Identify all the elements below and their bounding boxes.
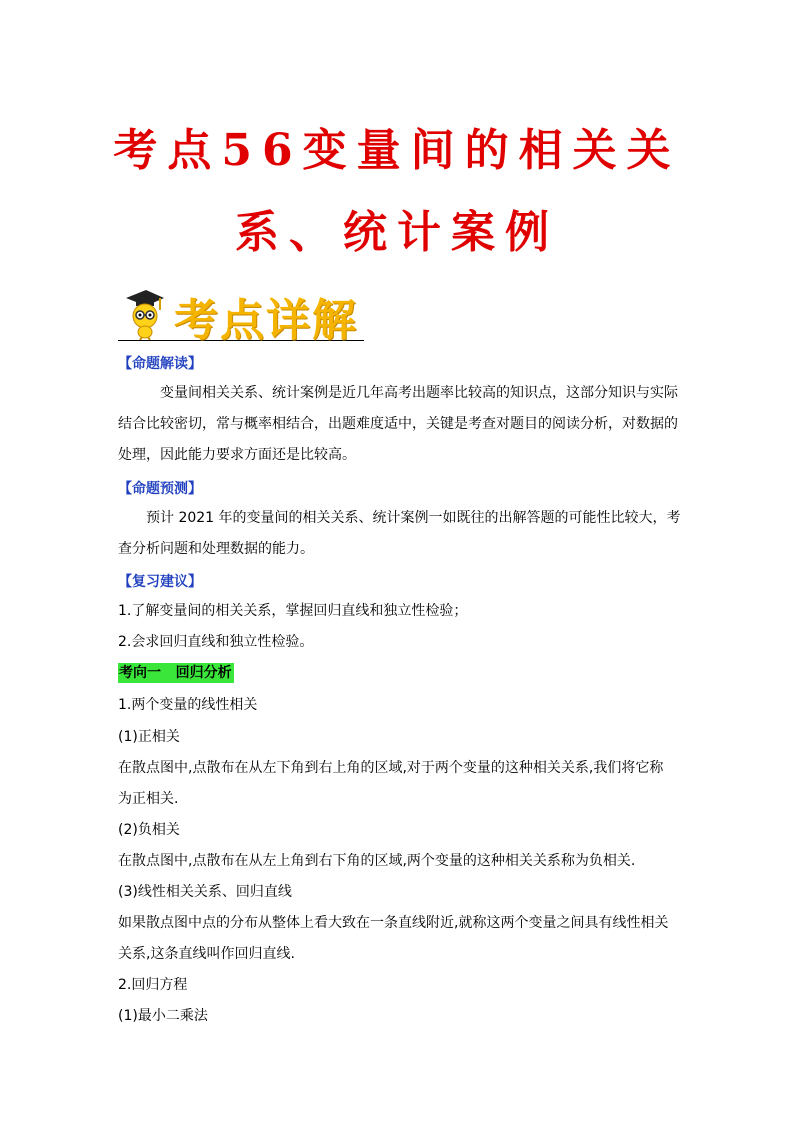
- review-item-1: 1.了解变量间的相关关系，掌握回归直线和独立性检验；: [118, 603, 468, 619]
- reading-line-1: 变量间相关关系、统计案例是近几年高考出题率比较高的知识点，这部分知识与实际: [160, 385, 678, 401]
- page-title-line2: 系、统计案例: [235, 207, 559, 258]
- direction-line-10: 2.回归方程: [118, 977, 188, 993]
- direction-line-3: 在散点图中,点散布在从左下角到右上角的区域,对于两个变量的这种相关关系,我们将它称: [118, 760, 664, 776]
- direction-line-6: 在散点图中,点散布在从左上角到右下角的区域,两个变量的这种相关关系称为负相关.: [118, 853, 636, 869]
- direction-line-1: 1.两个变量的线性相关: [118, 697, 258, 713]
- prediction-line-1: 预计 2021 年的变量间的相关关系、统计案例一如既往的出解答题的可能性比较大，考: [146, 510, 681, 526]
- section-header-text: 考点详解: [174, 295, 358, 346]
- direction-heading: 考向一 回归分析: [119, 665, 232, 681]
- prediction-line-2: 查分析问题和处理数据的能力。: [118, 541, 314, 557]
- direction-line-5: (2)负相关: [118, 822, 180, 838]
- reading-line-2: 结合比较密切，常与概率相结合，出题难度适中，关键是考查对题目的阅读分析，对数据的: [118, 416, 678, 432]
- direction-line-8: 如果散点图中点的分布从整体上看大致在一条直线附近,就称这两个变量之间具有线性相关: [118, 915, 669, 931]
- page-title-line1: 考点56变量间的相关关: [113, 125, 681, 176]
- label-review-advice: 【复习建议】: [118, 574, 202, 590]
- direction-line-4: 为正相关.: [118, 791, 179, 807]
- direction-line-9: 关系,这条直线叫作回归直线.: [118, 946, 295, 962]
- label-proposition-prediction: 【命题预测】: [118, 481, 202, 497]
- scholar-mascot-icon: [118, 286, 166, 340]
- direction-line-7: (3)线性相关关系、回归直线: [118, 884, 292, 900]
- reading-line-3: 处理，因此能力要求方面还是比较高。: [118, 447, 356, 463]
- direction-line-11: (1)最小二乘法: [118, 1008, 208, 1024]
- label-proposition-reading: 【命题解读】: [118, 356, 202, 372]
- review-item-2: 2.会求回归直线和独立性检验。: [118, 634, 314, 650]
- section-header: [118, 282, 364, 346]
- direction-line-2: (1)正相关: [118, 729, 180, 745]
